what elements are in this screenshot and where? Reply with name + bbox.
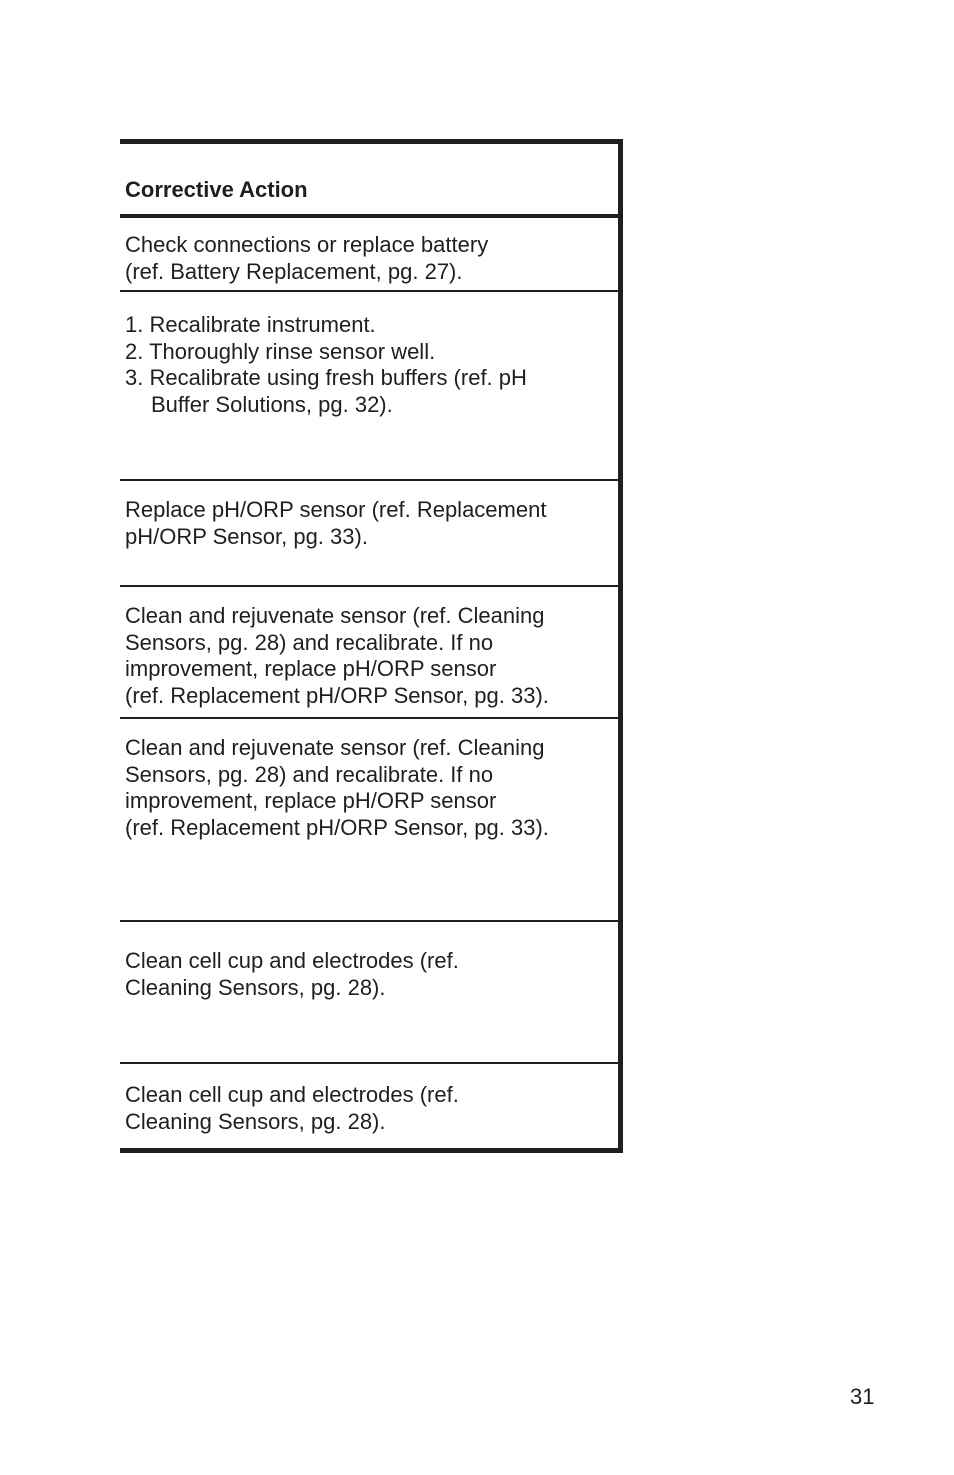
column-header-corrective-action: Corrective Action	[125, 177, 308, 202]
page-number: 31	[850, 1384, 875, 1409]
table-row	[120, 218, 618, 292]
row-text-line: pH/ORP Sensor, pg. 33).	[125, 523, 368, 549]
table-header	[120, 144, 618, 218]
row-text-line: Cleaning Sensors, pg. 28).	[125, 1108, 386, 1134]
row-text-line: Check connections or replace battery	[125, 232, 489, 257]
row-text-line: Clean cell cup and electrodes (ref.	[125, 1082, 459, 1107]
row-text-line: Clean and rejuvenate sensor (ref. Cleaning	[125, 603, 545, 628]
table-row	[120, 481, 618, 587]
table-row	[120, 1064, 618, 1148]
row-text-line: 1. Recalibrate instrument.	[125, 312, 376, 337]
row-text-line: Sensors, pg. 28) and recalibrate. If no	[125, 761, 494, 787]
row-text-line: Replace pH/ORP sensor (ref. Replacement	[125, 497, 547, 522]
row-text-line: Clean and rejuvenate sensor (ref. Cleaning	[125, 735, 545, 760]
row-text-line: Buffer Solutions, pg. 32).	[151, 391, 393, 417]
table-row	[120, 292, 618, 481]
row-text-line: 2. Thoroughly rinse sensor well.	[125, 338, 436, 364]
table-row	[120, 922, 618, 1064]
row-text-line: Cleaning Sensors, pg. 28).	[125, 974, 386, 1000]
row-text-line: 3. Recalibrate using fresh buffers (ref. pH	[125, 365, 527, 390]
row-text-line: improvement, replace pH/ORP sensor	[125, 656, 497, 681]
row-text-line: Clean cell cup and electrodes (ref.	[125, 948, 459, 973]
row-text-line: Sensors, pg. 28) and recalibrate. If no	[125, 629, 494, 655]
row-text-line: improvement, replace pH/ORP sensor	[125, 788, 497, 813]
corrective-action-table	[120, 139, 623, 1153]
row-text-line: (ref. Battery Replacement, pg. 27).	[125, 258, 463, 284]
row-text-line: (ref. Replacement pH/ORP Sensor, pg. 33).	[125, 682, 549, 708]
table-row	[120, 719, 618, 922]
row-text-line: (ref. Replacement pH/ORP Sensor, pg. 33).	[125, 814, 549, 840]
table-row	[120, 587, 618, 719]
